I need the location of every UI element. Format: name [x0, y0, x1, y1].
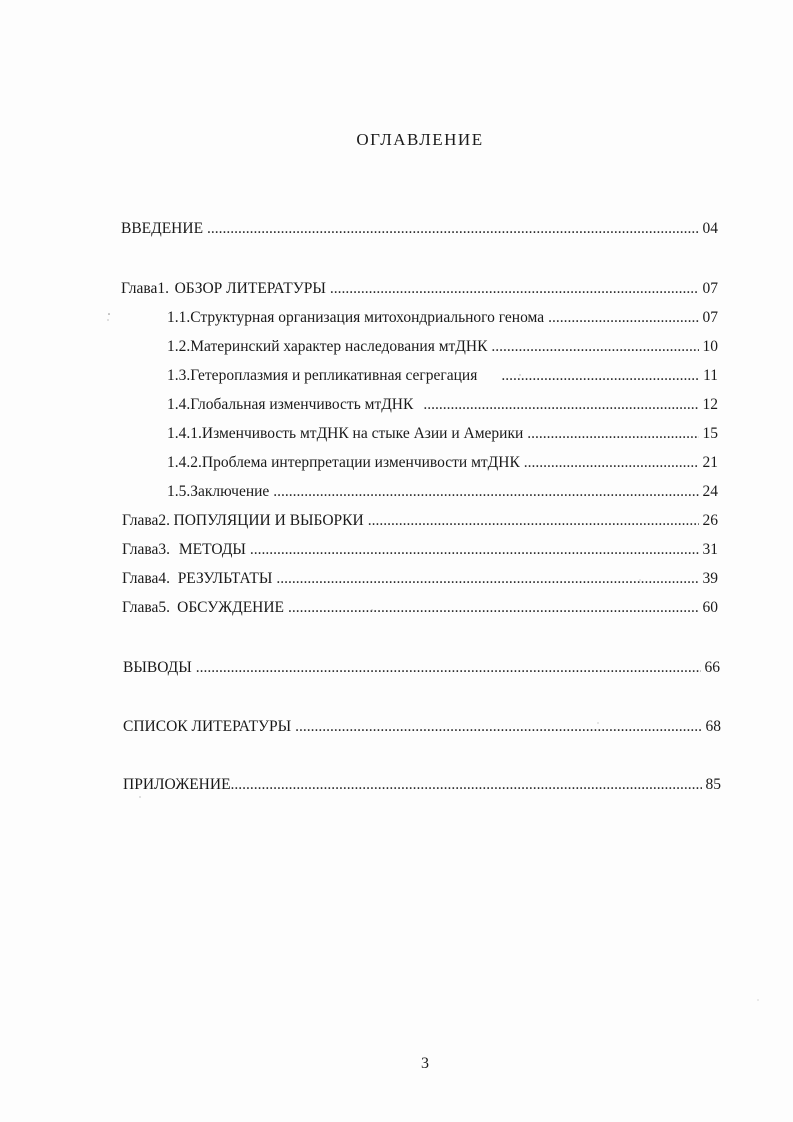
- toc-leader-dots: [501, 365, 699, 387]
- toc-chapter-prefix: Глава: [121, 280, 158, 297]
- toc-entry-page: 04: [702, 220, 718, 237]
- toc-entry-label: МЕТОДЫ: [178, 541, 246, 558]
- toc-leader-dots: [524, 452, 699, 474]
- toc-entry-label: СПИСОК ЛИТЕРАТУРЫ: [123, 718, 292, 735]
- toc-entry-label: Заключение: [190, 483, 270, 500]
- toc-entry-label: ОБЗОР ЛИТЕРАТУРЫ: [174, 280, 326, 297]
- toc-entry-label: ПРИЛОЖЕНИЕ: [123, 776, 231, 793]
- toc-entry-page: 31: [702, 541, 718, 558]
- toc-entry-conclusions: [123, 657, 720, 679]
- toc-entry-section-1-4-2: [167, 452, 718, 474]
- toc-entry-section-1-4: [167, 394, 718, 416]
- toc-entry-chapter-2: [122, 510, 718, 532]
- toc-entry-page: 07: [702, 309, 718, 326]
- toc-entry-label: ПОПУЛЯЦИИ И ВЫБОРКИ: [173, 512, 364, 529]
- page-number: 3: [421, 1055, 429, 1072]
- toc-entry-references: [123, 716, 721, 738]
- toc-entry-number: 1.2.: [167, 338, 191, 355]
- toc-entry-page: 12: [702, 396, 718, 413]
- toc-leader-dots: [250, 539, 699, 561]
- toc-leader-dots: [423, 394, 698, 416]
- toc-entry-number: 1.4.: [167, 396, 191, 413]
- toc-entry-page: 24: [702, 483, 718, 500]
- toc-entry-number: 2.: [158, 512, 171, 529]
- toc-entry-page: 21: [702, 454, 718, 471]
- toc-leader-dots: [548, 307, 698, 329]
- toc-leader-dots: [295, 716, 701, 738]
- toc-entry-introduction: [121, 218, 718, 240]
- toc-entry-page: 15: [702, 425, 718, 442]
- toc-entry-chapter-5: [122, 597, 718, 619]
- toc-entry-number: 1.3.: [167, 367, 191, 384]
- toc-entry-chapter-4: [122, 568, 718, 590]
- toc-entry-page: 11: [703, 367, 718, 384]
- toc-leader-dots: [527, 423, 698, 445]
- toc-entry-number: 4.: [158, 570, 171, 587]
- toc-leader-dots: [196, 657, 701, 679]
- toc-entry-page: 39: [702, 570, 718, 587]
- toc-leader-dots: [273, 481, 698, 503]
- toc-entry-section-1-1: [167, 307, 718, 329]
- toc-entry-page: 26: [702, 512, 718, 529]
- toc-leader-dots: [330, 278, 699, 300]
- toc-entry-number: 1.5.: [167, 483, 191, 500]
- toc-entry-label: ОБСУЖДЕНИЕ: [177, 599, 285, 616]
- toc-entry-number: 1.: [157, 280, 170, 297]
- toc-entry-label: Структурная организация митохондриального генома: [190, 309, 545, 326]
- toc-entry-section-1-3: [167, 365, 718, 387]
- toc-entry-section-1-2: [167, 336, 718, 358]
- toc-leader-dots: [491, 336, 698, 358]
- toc-entry-chapter-1: [121, 278, 718, 300]
- toc-entry-page: 85: [705, 776, 721, 793]
- toc-entry-page: 07: [702, 280, 718, 297]
- toc-title: ОГЛАВЛЕНИЕ: [356, 130, 484, 149]
- toc-entry-label: Изменчивость мтДНК на стыке Азии и Америки: [201, 425, 524, 442]
- toc-leader-dots: [231, 774, 702, 796]
- toc-entry-number: 3.: [158, 541, 171, 558]
- toc-chapter-prefix: Глава: [122, 512, 159, 529]
- toc-entry-number: 1.4.1.: [167, 425, 202, 442]
- toc-entry-number: 1.1.: [167, 309, 191, 326]
- toc-leader-dots: [207, 218, 698, 240]
- toc-chapter-prefix: Глава: [122, 599, 159, 616]
- toc-chapter-prefix: Глава: [122, 541, 159, 558]
- toc-chapter-prefix: Глава: [122, 570, 159, 587]
- toc-entry-label: ВВЕДЕНИЕ: [121, 220, 204, 237]
- toc-leader-dots: [368, 510, 699, 532]
- toc-entry-label: РЕЗУЛЬТАТЫ: [177, 570, 273, 587]
- toc-entry-label: Гетероплазмия и репликативная сегрегация: [190, 367, 478, 384]
- toc-entry-number: 5.: [158, 599, 171, 616]
- toc-entry-page: 60: [702, 599, 718, 616]
- toc-leader-dots: [288, 597, 698, 619]
- toc-entry-page: 10: [702, 338, 718, 355]
- toc-entry-chapter-3: [122, 539, 718, 561]
- toc-entry-label: Материнский характер наследования мтДНК: [190, 338, 488, 355]
- toc-entry-label: Глобальная изменчивость мтДНК: [190, 396, 414, 413]
- toc-entry-section-1-5: [167, 481, 718, 503]
- toc-entry-label: Проблема интерпретации изменчивости мтДНК: [201, 454, 520, 471]
- toc-leader-dots: [276, 568, 698, 590]
- toc-entry-number: 1.4.2.: [167, 454, 202, 471]
- toc-entry-page: 66: [704, 659, 720, 676]
- toc-entry-page: 68: [705, 718, 721, 735]
- toc-entry-appendix: [123, 774, 721, 796]
- toc-entry-label: ВЫВОДЫ: [123, 659, 192, 676]
- toc-entry-section-1-4-1: [167, 423, 718, 445]
